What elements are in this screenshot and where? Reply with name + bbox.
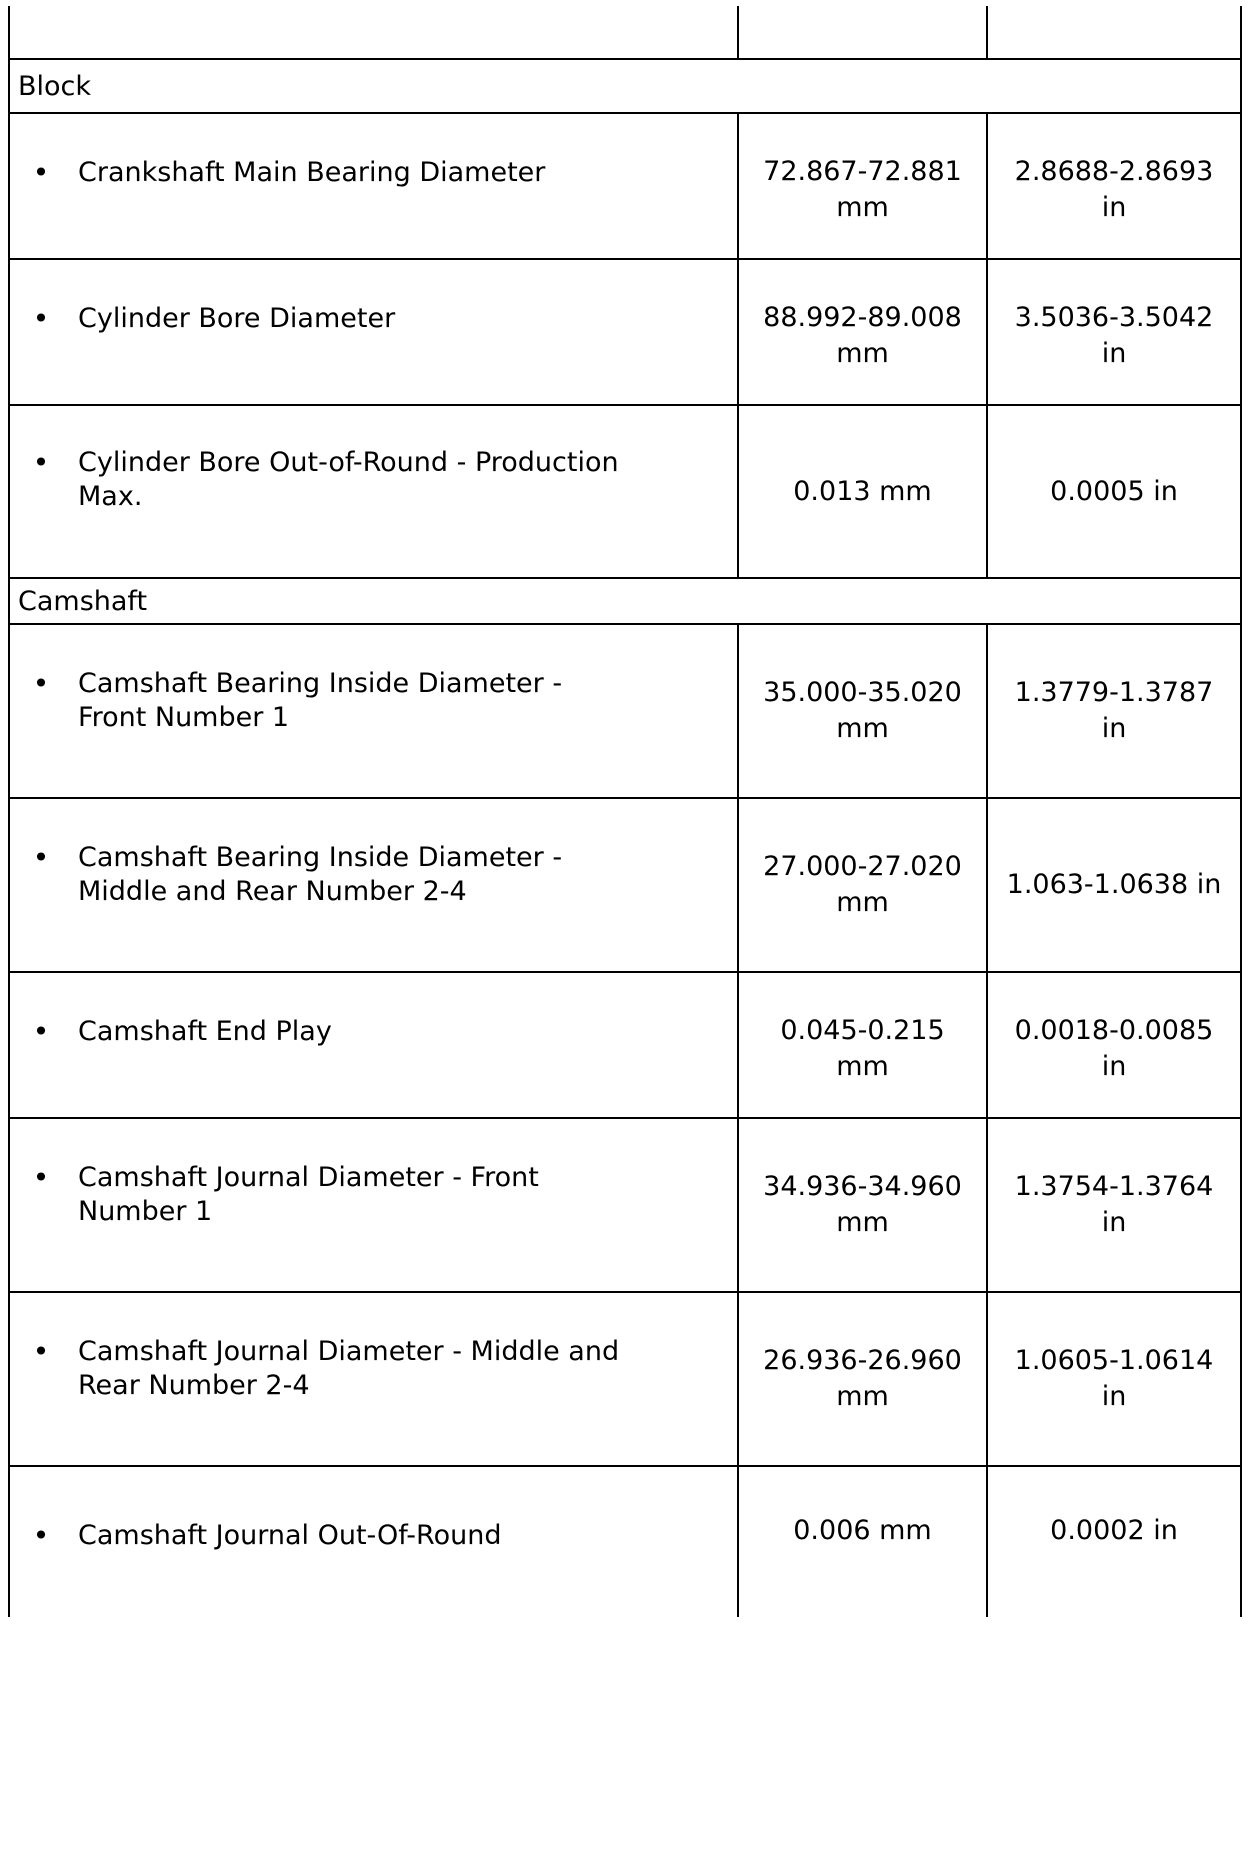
spec-label-cell	[9, 259, 738, 405]
specifications-table	[8, 6, 1242, 1617]
metric-value-cell: 26.936-26.960 mm	[738, 1292, 987, 1466]
spec-label: Cylinder Bore Out-of-Round - Production	[78, 447, 619, 478]
bullet-icon: •	[32, 302, 50, 335]
imperial-value-cell: 1.3779-1.3787 in	[987, 624, 1241, 798]
spec-label-cell	[9, 405, 738, 578]
spec-label-continued: Number 1	[78, 1196, 213, 1227]
imperial-value-cell: 3.5036-3.5042 in	[987, 259, 1241, 405]
bullet-icon: •	[32, 156, 50, 189]
spec-label-cell	[9, 113, 738, 259]
table-row	[9, 113, 1241, 259]
spec-label-continued: Middle and Rear Number 2-4	[78, 876, 467, 907]
spec-label: Camshaft Bearing Inside Diameter -	[78, 842, 563, 873]
bullet-icon: •	[32, 1161, 50, 1194]
metric-value-cell: 88.992-89.008 mm	[738, 259, 987, 405]
section-header-row	[9, 59, 1241, 113]
metric-value-cell: 35.000-35.020 mm	[738, 624, 987, 798]
spec-label: Camshaft Journal Diameter - Front	[78, 1162, 539, 1193]
section-title-camshaft: Camshaft	[9, 578, 1241, 624]
spec-label-continued: Rear Number 2-4	[78, 1370, 310, 1401]
metric-value-cell: 0.006 mm	[738, 1466, 987, 1617]
spec-label: Cylinder Bore Diameter	[78, 303, 396, 334]
table-row	[9, 624, 1241, 798]
spec-label-cell	[9, 798, 738, 972]
spec-label: Camshaft Journal Diameter - Middle and	[78, 1336, 620, 1367]
table-row-continuation	[9, 6, 1241, 59]
spec-label-cell	[9, 624, 738, 798]
spec-label-cell	[9, 1118, 738, 1292]
metric-value-cell: 0.013 mm	[738, 405, 987, 578]
spec-label-continued: Max.	[78, 481, 143, 512]
spec-label: Camshaft End Play	[78, 1016, 332, 1047]
table-row	[9, 972, 1241, 1118]
bullet-icon: •	[32, 1519, 50, 1552]
imperial-value-cell: 2.8688-2.8693 in	[987, 113, 1241, 259]
table-row	[9, 798, 1241, 972]
section-header-row	[9, 578, 1241, 624]
table-row	[9, 1118, 1241, 1292]
table-row	[9, 1292, 1241, 1466]
spec-label: Camshaft Bearing Inside Diameter -	[78, 668, 563, 699]
bullet-icon: •	[32, 841, 50, 874]
table-row	[9, 405, 1241, 578]
spec-label-cell	[9, 972, 738, 1118]
spec-label-continued: Front Number 1	[78, 702, 290, 733]
table-row	[9, 1466, 1241, 1617]
imperial-value-cell: 0.0002 in	[987, 1466, 1241, 1617]
bullet-icon: •	[32, 446, 50, 479]
table-row	[9, 259, 1241, 405]
spec-label-cell	[9, 1292, 738, 1466]
imperial-value-cell: 1.3754-1.3764 in	[987, 1118, 1241, 1292]
bullet-icon: •	[32, 1015, 50, 1048]
imperial-value-cell: 1.063-1.0638 in	[987, 798, 1241, 972]
metric-value-cell: 0.045-0.215 mm	[738, 972, 987, 1118]
metric-value-cell: 34.936-34.960 mm	[738, 1118, 987, 1292]
bullet-icon: •	[32, 667, 50, 700]
spec-label: Crankshaft Main Bearing Diameter	[78, 157, 546, 188]
imperial-value-cell: 1.0605-1.0614 in	[987, 1292, 1241, 1466]
bullet-icon: •	[32, 1335, 50, 1368]
section-title-block: Block	[9, 59, 1241, 113]
metric-value-cell: 27.000-27.020 mm	[738, 798, 987, 972]
metric-value-cell: 72.867-72.881 mm	[738, 113, 987, 259]
spec-label: Camshaft Journal Out-Of-Round	[78, 1520, 502, 1551]
imperial-value-cell: 0.0018-0.0085 in	[987, 972, 1241, 1118]
imperial-value-cell: 0.0005 in	[987, 405, 1241, 578]
spec-label-cell	[9, 1466, 738, 1617]
